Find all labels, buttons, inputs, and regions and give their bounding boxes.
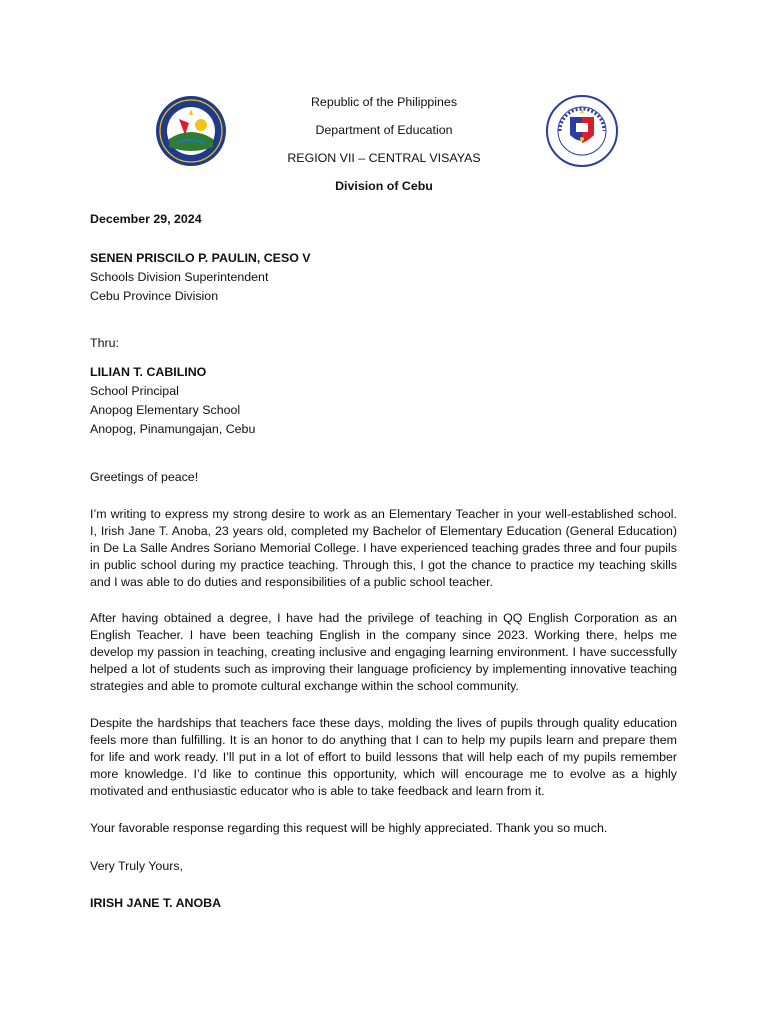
recipient-name: SENEN PRISCILO P. PAULIN, CESO V [90,251,311,265]
deped-kagawaran-ng-edukasyon-seal-icon [546,95,618,167]
division-of-cebu-province-seal-icon [155,95,227,167]
letterhead-region: REGION VII – CENTRAL VISAYAS [287,151,481,165]
body-paragraph-2: After having obtained a degree, I have had the privilege of teaching in QQ English Corporation as an English Teacher. I have been teaching English in the company since 2023. Working there, helps me develop my passion in teaching, creating inclusive and engaging learning environment. I have successfully helped a lot of students such as improving their language proficiency by implementing innovative teaching strategies and able to promote cultural exchange within the school community. [90,611,677,693]
letter-signatory: IRISH JANE T. ANOBA [90,896,222,910]
thru-address: Anopog, Pinamungajan, Cebu [90,422,256,436]
letterhead-republic: Republic of the Philippines [310,95,458,109]
thru-name: LILIAN T. CABILINO [90,365,207,379]
body-paragraph-1: I’m writing to express my strong desire to work as an Elementary Teacher in your well-established school. I, Irish Jane T. Anoba, 23 years old, completed my Bachelor of Elementary Education (General Education) in De La Salle Andres Soriano Memorial College. I have experienced teaching grades three and four pupils in public school during my practice teaching. Through this, I got the chance to practice my teaching skills and I was able to do duties and responsibilities of a public school teacher. [90,507,677,589]
letterhead-department: Department of Education [315,123,453,137]
letter-greeting: Greetings of peace! [90,470,199,484]
recipient-block [90,250,677,305]
letterhead-division: Division of Cebu [335,179,433,193]
body-paragraph-4: Your favorable response regarding this request will be highly appreciated. Thank you so much. [90,821,608,835]
letter-closing: Very Truly Yours, [90,859,183,873]
thru-school: Anopog Elementary School [90,403,241,417]
thru-label: Thru: [90,336,119,350]
thru-title: School Principal [90,384,179,398]
recipient-title: Schools Division Superintendent [90,270,269,284]
letter-date: December 29, 2024 [90,212,202,226]
recipient-office: Cebu Province Division [90,289,219,303]
letterhead [240,92,528,204]
body-paragraph-3: Despite the hardships that teachers face these days, molding the lives of pupils through quality education feels more than fulfilling. It is an honor to do anything that I can to help my pupils learn and prepare them for life and work ready. I’ll put in a lot of effort to build lessons that will help each of my pupils remember more knowledge. I’d like to continue this opportunity, which will encourage me to evolve as a highly motivated and enthusiastic educator who is able to take feedback and learn from it. [90,716,677,798]
thru-block [90,364,677,438]
